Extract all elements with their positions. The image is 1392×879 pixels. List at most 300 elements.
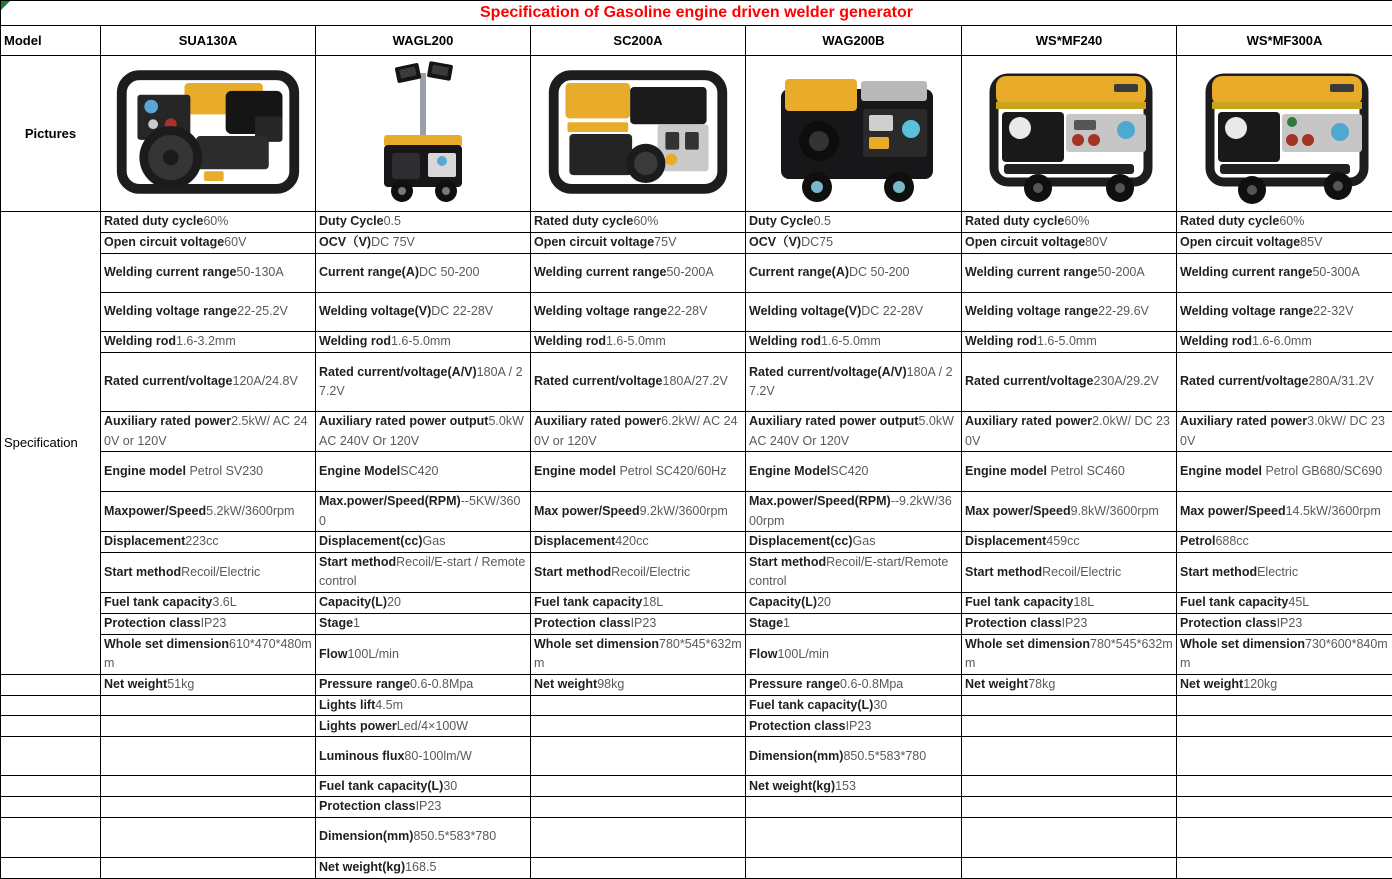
spec-value: 850.5*583*780	[413, 829, 496, 843]
spec-cell	[962, 553, 1177, 593]
spec-cell	[531, 797, 746, 817]
spec-label: Capacity(L)	[319, 595, 387, 609]
spec-value: 0.5	[384, 214, 401, 228]
spec-label: Welding voltage range	[104, 304, 237, 318]
spec-label: Displacement(cc)	[749, 534, 853, 548]
spec-label: Auxiliary rated power	[534, 414, 661, 428]
spec-label: Protection class	[749, 719, 846, 733]
generator-illustration	[540, 61, 736, 207]
spec-value: DC 50-200	[849, 265, 909, 279]
spec-value: 0.5	[814, 214, 831, 228]
spec-cell	[962, 634, 1177, 674]
spec-label: Auxiliary rated power	[965, 414, 1092, 428]
generator-illustration	[759, 59, 949, 209]
spec-label: Welding rod	[104, 334, 176, 348]
spec-label: Rated duty cycle	[534, 214, 633, 228]
spec-label: Welding voltage range	[1180, 304, 1313, 318]
spec-label: Net weight	[534, 677, 597, 691]
spec-value: 420cc	[615, 534, 648, 548]
spec-value: 780*545*632mm	[534, 637, 742, 670]
spec-value: 60%	[1279, 214, 1304, 228]
spec-value: 3.6L	[212, 595, 236, 609]
spec-cell	[746, 212, 962, 233]
spec-label: Rated current/voltage	[1180, 374, 1309, 388]
row-header-empty	[1, 674, 101, 695]
spec-cell	[101, 817, 316, 857]
spec-cell	[531, 817, 746, 857]
spec-cell	[746, 817, 962, 857]
spec-cell	[1177, 695, 1392, 715]
spec-cell	[101, 412, 316, 452]
spec-cell	[101, 716, 316, 737]
spec-value: 1.6-3.2mm	[176, 334, 236, 348]
spec-value: 80V	[1085, 235, 1107, 249]
spec-label: Welding current range	[104, 265, 236, 279]
spec-cell	[746, 857, 962, 878]
product-image-wagl200	[316, 56, 531, 212]
spec-value: 14.5kW/3600rpm	[1286, 504, 1381, 518]
spec-label: Stage	[319, 616, 353, 630]
spec-value: 180A / 27.2V	[319, 365, 523, 398]
spec-cell	[962, 332, 1177, 353]
spec-cell	[1177, 353, 1392, 412]
spec-value: 22-32V	[1313, 304, 1353, 318]
spec-value: Led/4×100W	[397, 719, 468, 733]
spec-value: 51kg	[167, 677, 194, 691]
spec-value: 50-130A	[236, 265, 283, 279]
spec-cell	[1177, 532, 1392, 553]
spec-cell	[531, 353, 746, 412]
spec-cell	[101, 532, 316, 553]
product-image-sua130a	[101, 56, 316, 212]
spec-label: Engine model	[534, 464, 619, 478]
spec-value: Petrol SC460	[1050, 464, 1124, 478]
spec-value: 60V	[224, 235, 246, 249]
spec-label: Max power/Speed	[1180, 504, 1286, 518]
spec-label: Whole set dimension	[534, 637, 659, 651]
spec-label: Stage	[749, 616, 783, 630]
spec-cell	[531, 857, 746, 878]
row-header-empty	[1, 817, 101, 857]
spec-value: --5KW/3600	[319, 494, 520, 527]
spec-cell	[316, 634, 531, 674]
spec-value: 22-29.6V	[1098, 304, 1149, 318]
spec-value: 2.0kW/ DC 230V	[965, 414, 1170, 447]
spec-cell	[746, 592, 962, 613]
spec-cell	[962, 737, 1177, 776]
spec-value: IP23	[416, 799, 442, 813]
spec-label: Start method	[534, 565, 611, 579]
spec-label: Displacement(cc)	[319, 534, 423, 548]
spec-value: 1.6-5.0mm	[391, 334, 451, 348]
row-header-empty	[1, 716, 101, 737]
spec-value: 153	[835, 779, 856, 793]
generator-illustration	[1190, 60, 1380, 208]
light-tower-illustration	[348, 59, 498, 209]
spec-cell	[316, 737, 531, 776]
spec-label: Welding voltage(V)	[319, 304, 431, 318]
spec-cell	[316, 776, 531, 797]
spec-cell	[1177, 553, 1392, 593]
row-header-model: Model	[1, 26, 101, 56]
spec-value: DC 22-28V	[861, 304, 923, 318]
spec-cell	[1177, 212, 1392, 233]
spec-value: 45L	[1288, 595, 1309, 609]
spec-cell	[1177, 233, 1392, 254]
spec-cell	[531, 254, 746, 293]
spec-value: 223cc	[185, 534, 218, 548]
spec-cell	[316, 553, 531, 593]
spec-label: Dimension(mm)	[749, 749, 843, 763]
spec-value: 85V	[1300, 235, 1322, 249]
row-header-empty	[1, 776, 101, 797]
spec-cell	[531, 233, 746, 254]
spec-label: Fuel tank capacity(L)	[749, 698, 873, 712]
spec-label: Displacement	[965, 534, 1046, 548]
spec-value: 610*470*480mm	[104, 637, 312, 670]
spec-value: 22-28V	[667, 304, 707, 318]
spec-value: 30	[873, 698, 887, 712]
spec-cell	[101, 452, 316, 492]
spec-cell	[101, 695, 316, 715]
spec-value: 100L/min	[777, 647, 828, 661]
spec-value: 180A/27.2V	[663, 374, 728, 388]
spec-cell	[962, 776, 1177, 797]
spec-label: Luminous flux	[319, 749, 404, 763]
product-image-wsmf240	[962, 56, 1177, 212]
spec-label: Engine model	[104, 464, 189, 478]
spec-label: Net weight(kg)	[749, 779, 835, 793]
spec-cell	[531, 592, 746, 613]
spec-value: 0.6-0.8Mpa	[410, 677, 473, 691]
product-image-wsmf300a	[1177, 56, 1392, 212]
spec-label: Rated duty cycle	[965, 214, 1064, 228]
spec-cell	[316, 695, 531, 715]
spec-cell	[316, 532, 531, 553]
spec-cell	[746, 492, 962, 532]
spec-cell	[101, 592, 316, 613]
spec-value: IP23	[846, 719, 872, 733]
spec-label: Rated current/voltage(A/V)	[749, 365, 907, 379]
spec-cell	[531, 634, 746, 674]
spec-value: 18L	[1073, 595, 1094, 609]
spec-cell	[962, 254, 1177, 293]
spec-cell	[101, 332, 316, 353]
row-header-empty	[1, 737, 101, 776]
spec-label: Welding current range	[534, 265, 666, 279]
spec-value: 50-200A	[666, 265, 713, 279]
spec-label: Max.power/Speed(RPM)	[319, 494, 461, 508]
page-title: Specification of Gasoline engine driven welder generator	[1, 1, 1392, 25]
spec-value: DC 22-28V	[431, 304, 493, 318]
spec-value: 20	[817, 595, 831, 609]
spec-value: 780*545*632mm	[965, 637, 1173, 670]
spec-label: Welding rod	[1180, 334, 1252, 348]
spec-value: Gas	[853, 534, 876, 548]
spec-value: 0.6-0.8Mpa	[840, 677, 903, 691]
spec-cell	[531, 695, 746, 715]
model-header: WAG200B	[746, 26, 962, 56]
spec-cell	[962, 592, 1177, 613]
spec-label: Start method	[749, 555, 826, 569]
spec-label: Fuel tank capacity	[104, 595, 212, 609]
spec-label: Welding voltage(V)	[749, 304, 861, 318]
spec-label: Current range(A)	[749, 265, 849, 279]
spec-value: 50-200A	[1097, 265, 1144, 279]
spec-label: Start method	[319, 555, 396, 569]
spec-cell	[316, 797, 531, 817]
spec-cell	[101, 293, 316, 332]
spec-label: Rated duty cycle	[104, 214, 203, 228]
spec-label: Open circuit voltage	[104, 235, 224, 249]
spec-cell	[1177, 293, 1392, 332]
spec-cell	[316, 254, 531, 293]
spec-cell	[531, 293, 746, 332]
spec-cell	[1177, 254, 1392, 293]
spec-value: 22-25.2V	[237, 304, 288, 318]
spec-label: Auxiliary rated power output	[749, 414, 918, 428]
spec-cell	[316, 452, 531, 492]
spec-cell	[316, 412, 531, 452]
spec-cell	[316, 613, 531, 634]
spec-cell	[316, 233, 531, 254]
spec-cell	[531, 553, 746, 593]
spec-label: Engine Model	[749, 464, 830, 478]
spec-cell	[1177, 592, 1392, 613]
spec-label: Pressure range	[319, 677, 410, 691]
spec-value: 1.6-5.0mm	[1037, 334, 1097, 348]
model-header: SC200A	[531, 26, 746, 56]
spec-label: Net weight	[104, 677, 167, 691]
spec-cell	[962, 857, 1177, 878]
spec-cell	[531, 716, 746, 737]
spec-cell	[531, 776, 746, 797]
spec-cell	[746, 716, 962, 737]
spec-value: IP23	[631, 616, 657, 630]
spec-cell	[962, 613, 1177, 634]
row-header-specification: Specification	[1, 212, 101, 675]
spec-label: Protection class	[319, 799, 416, 813]
row-header-empty	[1, 857, 101, 878]
spec-label: Engine model	[1180, 464, 1265, 478]
spec-cell	[962, 452, 1177, 492]
spec-value: --9.2kW/3600rpm	[749, 494, 952, 527]
spec-cell	[316, 293, 531, 332]
spec-label: Fuel tank capacity	[965, 595, 1073, 609]
spec-value: Petrol SV230	[189, 464, 263, 478]
generator-illustration	[974, 60, 1164, 208]
spec-label: Displacement	[534, 534, 615, 548]
spec-cell	[962, 212, 1177, 233]
spec-label: Protection class	[965, 616, 1062, 630]
spec-cell	[746, 695, 962, 715]
spec-cell	[746, 634, 962, 674]
spec-label: Welding rod	[534, 334, 606, 348]
spec-label: Net weight(kg)	[319, 860, 405, 874]
spec-label: Petrol	[1180, 534, 1215, 548]
spec-value: Recoil/E-start/Remote control	[749, 555, 948, 588]
spec-cell	[962, 797, 1177, 817]
spec-value: 730*600*840mm	[1180, 637, 1388, 670]
spec-value: IP23	[201, 616, 227, 630]
spec-cell	[101, 254, 316, 293]
spec-value: 60%	[633, 214, 658, 228]
spec-value: 1.6-5.0mm	[821, 334, 881, 348]
spec-label: Start method	[965, 565, 1042, 579]
spec-value: 230A/29.2V	[1094, 374, 1159, 388]
spec-cell	[962, 353, 1177, 412]
spec-value: Recoil/Electric	[1042, 565, 1121, 579]
spec-cell	[101, 212, 316, 233]
spec-value: IP23	[1062, 616, 1088, 630]
row-header-pictures: Pictures	[1, 56, 101, 212]
spec-label: Start method	[104, 565, 181, 579]
spec-value: IP23	[1277, 616, 1303, 630]
spec-value: Recoil/Electric	[181, 565, 260, 579]
spec-cell	[316, 592, 531, 613]
spec-cell	[101, 797, 316, 817]
spec-cell	[746, 797, 962, 817]
spec-label: Whole set dimension	[1180, 637, 1305, 651]
spec-label: Displacement	[104, 534, 185, 548]
product-image-wag200b	[746, 56, 962, 212]
spec-label: Flow	[749, 647, 777, 661]
spec-cell	[531, 452, 746, 492]
spec-cell	[1177, 412, 1392, 452]
spec-value: 120A/24.8V	[233, 374, 298, 388]
model-header: WS*MF240	[962, 26, 1177, 56]
spec-label: Open circuit voltage	[965, 235, 1085, 249]
spec-value: DC 75V	[371, 235, 415, 249]
spec-value: 850.5*583*780	[843, 749, 926, 763]
spec-cell	[1177, 332, 1392, 353]
spec-label: Welding current range	[965, 265, 1097, 279]
spec-cell	[101, 233, 316, 254]
spec-label: OCV（V)	[319, 235, 371, 249]
spec-cell	[746, 737, 962, 776]
spec-cell	[962, 412, 1177, 452]
spec-cell	[962, 532, 1177, 553]
spec-value: 9.8kW/3600rpm	[1071, 504, 1159, 518]
spec-value: 168.5	[405, 860, 436, 874]
spec-cell	[746, 613, 962, 634]
spec-cell	[316, 332, 531, 353]
spec-cell	[746, 452, 962, 492]
spec-cell	[1177, 634, 1392, 674]
spec-cell	[316, 492, 531, 532]
spec-value: Recoil/E-start / Remote control	[319, 555, 525, 588]
spec-cell	[1177, 817, 1392, 857]
spec-value: 100L/min	[347, 647, 398, 661]
spec-cell	[746, 553, 962, 593]
spec-label: Auxiliary rated power	[104, 414, 231, 428]
spec-value: DC 50-200	[419, 265, 479, 279]
spec-value: 5.0kW AC 240V Or 120V	[319, 414, 524, 447]
spec-label: Flow	[319, 647, 347, 661]
spec-value: 20	[387, 595, 401, 609]
spec-value: 180A / 27.2V	[749, 365, 953, 398]
spec-label: Welding current range	[1180, 265, 1312, 279]
spec-cell	[962, 817, 1177, 857]
spec-label: Fuel tank capacity	[1180, 595, 1288, 609]
spec-cell	[1177, 613, 1392, 634]
spec-label: Dimension(mm)	[319, 829, 413, 843]
spec-label: Welding rod	[319, 334, 391, 348]
spec-cell	[1177, 737, 1392, 776]
spec-cell	[746, 412, 962, 452]
spec-label: Current range(A)	[319, 265, 419, 279]
spec-cell	[746, 674, 962, 695]
spec-cell	[1177, 776, 1392, 797]
spec-label: Fuel tank capacity	[534, 595, 642, 609]
spec-value: Petrol GB680/SC690	[1265, 464, 1382, 478]
spec-value: 1.6-5.0mm	[606, 334, 666, 348]
spec-cell	[746, 532, 962, 553]
spec-cell	[1177, 492, 1392, 532]
spec-value: Electric	[1257, 565, 1298, 579]
spec-cell	[746, 233, 962, 254]
spec-value: 459cc	[1046, 534, 1079, 548]
spec-label: Welding voltage range	[965, 304, 1098, 318]
spec-label: Open circuit voltage	[534, 235, 654, 249]
spec-value: 2.5kW/ AC 240V or 120V	[104, 414, 308, 447]
spec-value: 280A/31.2V	[1309, 374, 1374, 388]
spec-value: DC75	[801, 235, 833, 249]
spec-label: Whole set dimension	[104, 637, 229, 651]
spec-cell	[531, 492, 746, 532]
spec-cell	[531, 613, 746, 634]
spec-cell	[531, 674, 746, 695]
spec-label: Rated current/voltage	[965, 374, 1094, 388]
spec-value: SC420	[830, 464, 868, 478]
spec-label: Engine model	[965, 464, 1050, 478]
spec-cell	[1177, 452, 1392, 492]
spec-cell	[1177, 797, 1392, 817]
spec-label: Pressure range	[749, 677, 840, 691]
spec-value: 98kg	[597, 677, 624, 691]
spec-label: Fuel tank capacity(L)	[319, 779, 443, 793]
spec-value: 5.2kW/3600rpm	[206, 504, 294, 518]
spec-label: Net weight	[1180, 677, 1243, 691]
spec-cell	[962, 492, 1177, 532]
row-header-empty	[1, 695, 101, 715]
spec-cell	[316, 212, 531, 233]
spec-cell	[531, 532, 746, 553]
model-header: WAGL200	[316, 26, 531, 56]
spec-cell	[1177, 716, 1392, 737]
spec-cell	[316, 674, 531, 695]
spec-cell	[962, 233, 1177, 254]
spec-label: Lights power	[319, 719, 397, 733]
spec-cell	[101, 553, 316, 593]
spec-label: Protection class	[534, 616, 631, 630]
spec-value: 9.2kW/3600rpm	[640, 504, 728, 518]
spec-label: Duty Cycle	[319, 214, 384, 228]
spec-cell	[531, 212, 746, 233]
spec-value: 120kg	[1243, 677, 1277, 691]
spec-cell	[531, 332, 746, 353]
spec-cell	[101, 634, 316, 674]
spec-label: Rated current/voltage	[534, 374, 663, 388]
spec-value: 1.6-6.0mm	[1252, 334, 1312, 348]
spec-value: SC420	[400, 464, 438, 478]
spec-label: Lights lift	[319, 698, 375, 712]
spec-value: 50-300A	[1312, 265, 1359, 279]
spec-cell	[316, 716, 531, 737]
spec-cell	[746, 254, 962, 293]
spec-label: Rated current/voltage(A/V)	[319, 365, 477, 379]
generator-illustration	[110, 61, 306, 207]
